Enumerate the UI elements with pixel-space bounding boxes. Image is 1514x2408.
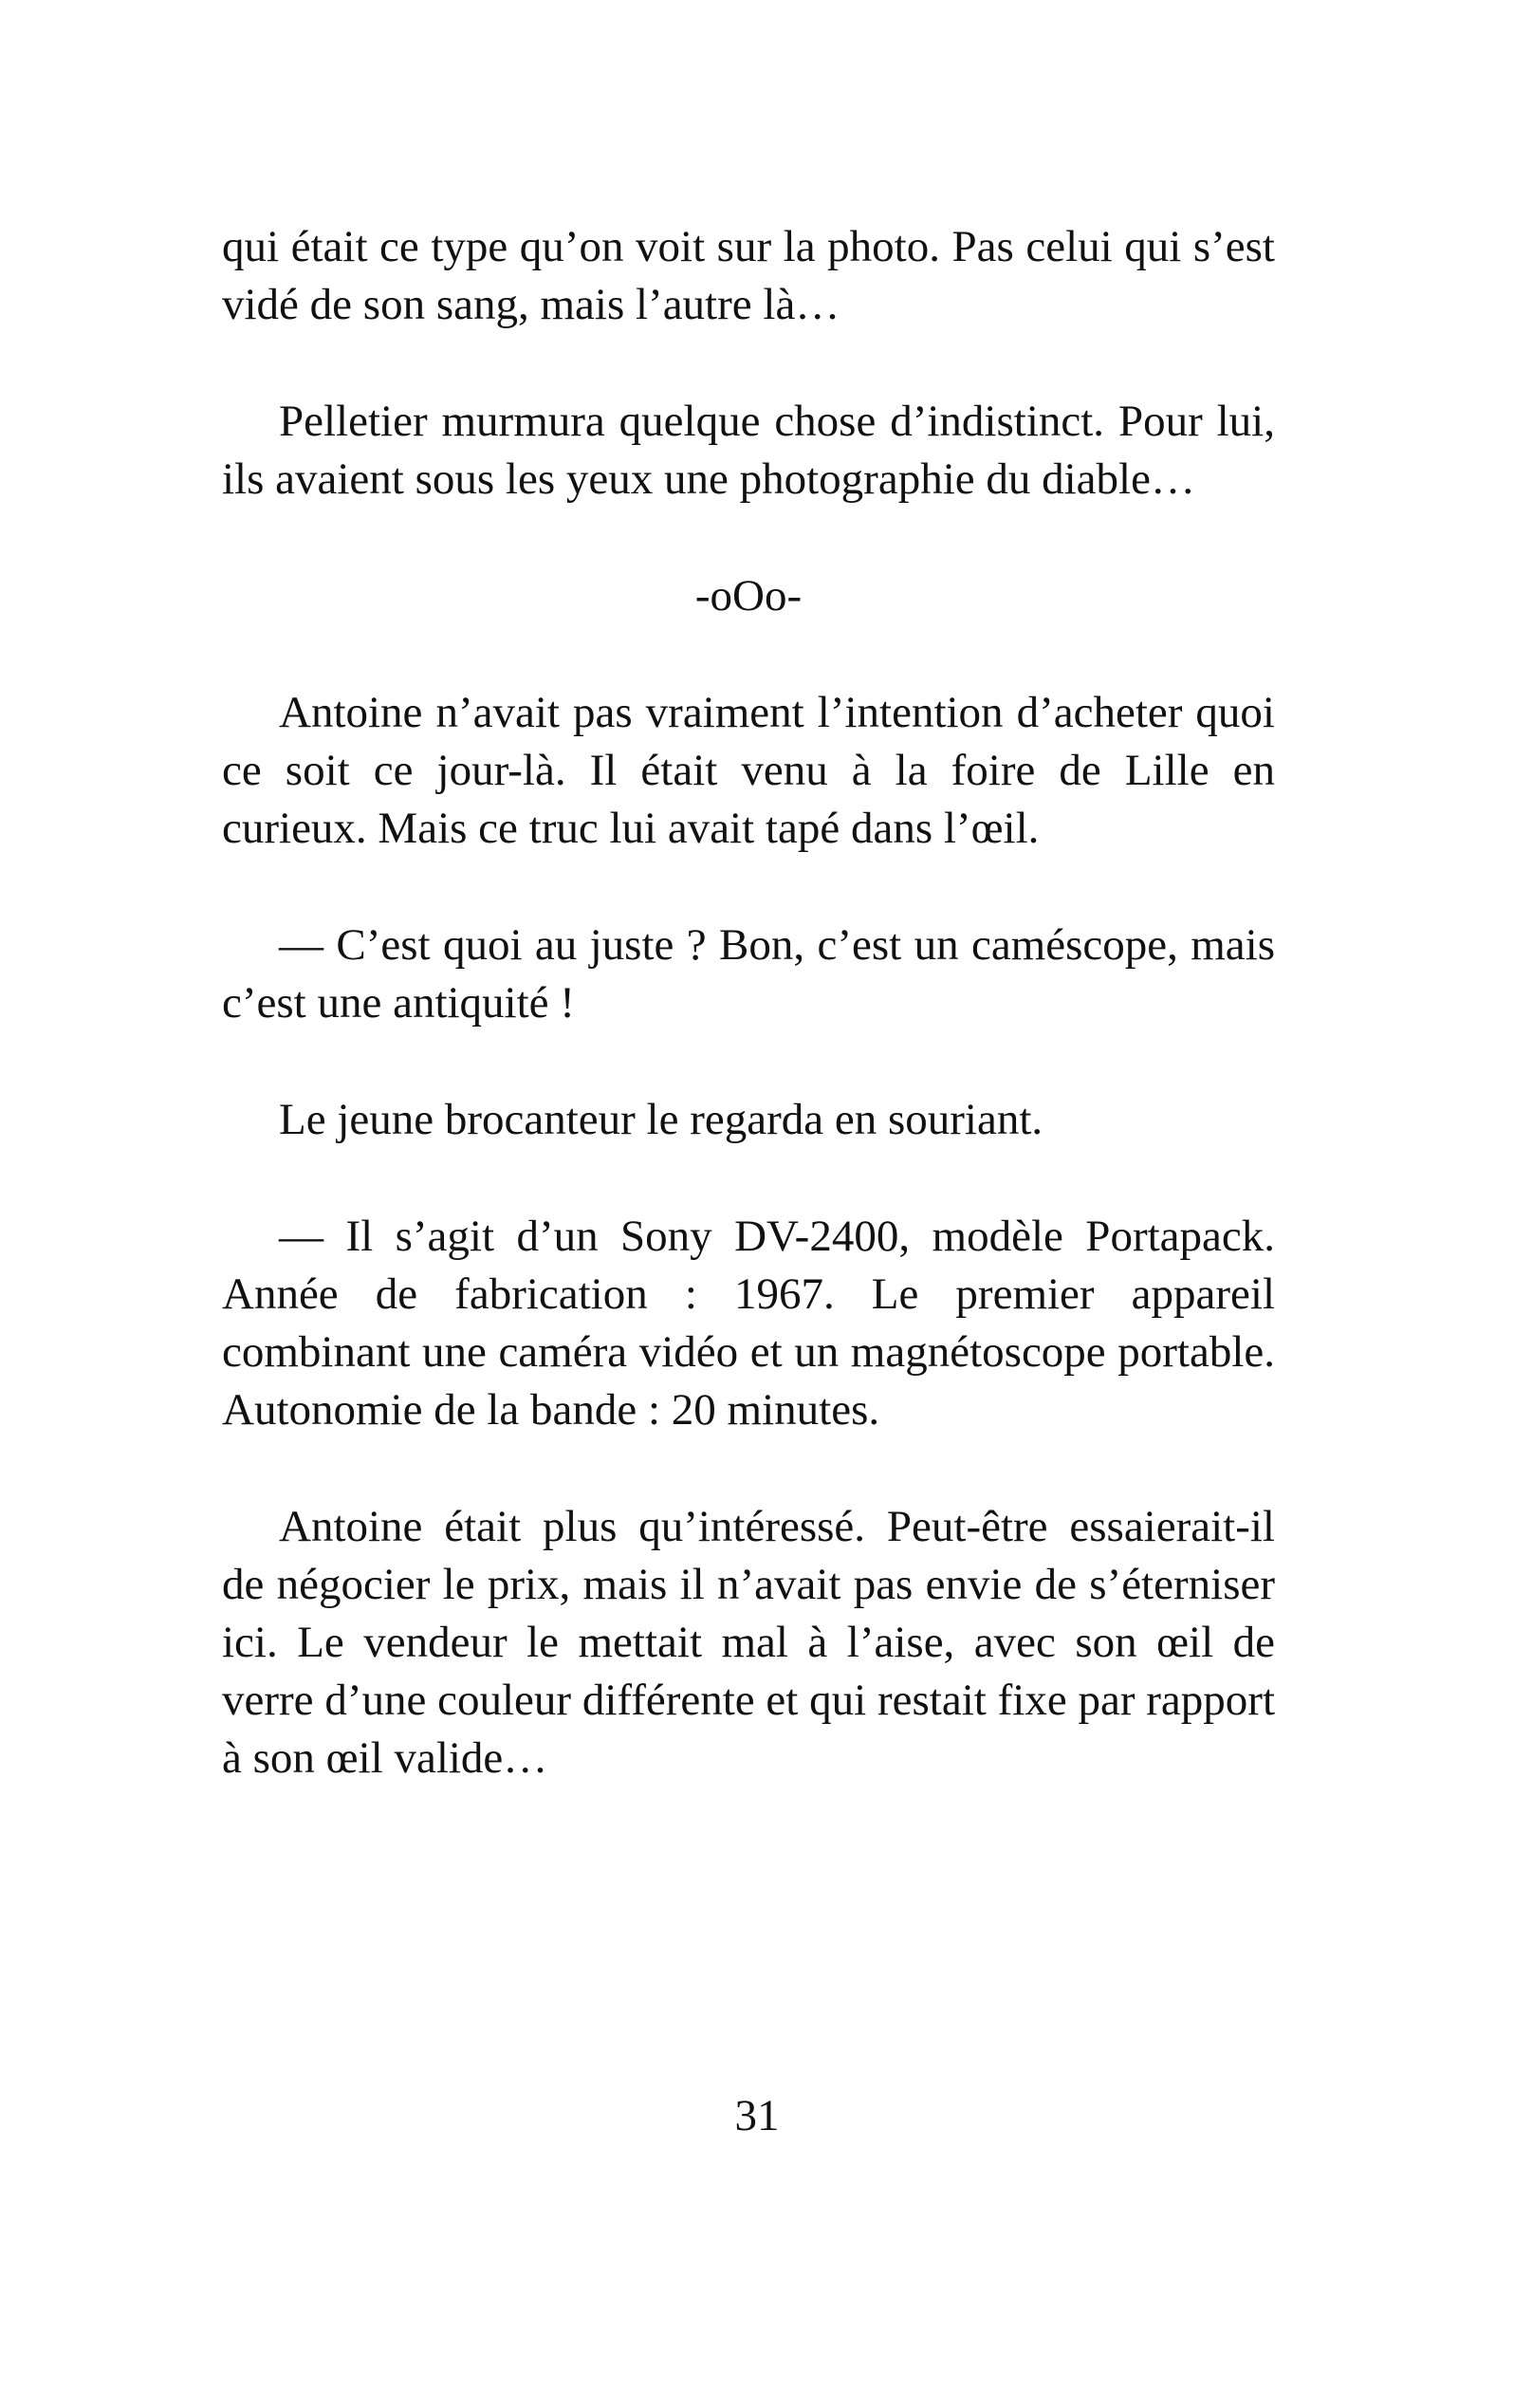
paragraph-antoine-foire: Antoine n’avait pas vraiment l’intention d’acheter quoi ce soit ce jour-là. Il était venu à la foire de Lille en curieux. Mais ce truc lui avait tapé dans l’œil. xyxy=(222,688,1275,853)
paragraph-vendeur: Antoine était plus qu’intéressé. Peut-être essaierait-il de négocier le prix, mais il n’avait pas envie de s’éterniser ici. Le vendeur le mettait mal à l’aise, avec son œil de verre d’une couleur différente et qui restait fixe par rapport à son œil valide… xyxy=(222,1502,1275,1783)
dialogue-sony: — Il s’agit d’un Sony DV-2400, modèle Portapack. Année de fabrication : 1967. Le premier appareil combinant une caméra vidéo et un magnétoscope portable. Autonomie de la bande : 20 minutes. xyxy=(222,1212,1275,1435)
paragraph-continuation: qui était ce type qu’on voit sur la photo. Pas celui qui s’est vidé de son sang, mais l’autre là… xyxy=(222,222,1275,329)
paragraph-brocanteur: Le jeune brocanteur le regarda en souriant. xyxy=(279,1095,1043,1144)
paragraph-pelletier: Pelletier murmura quelque chose d’indistinct. Pour lui, ils avaient sous les yeux une photographie du diable… xyxy=(222,397,1275,504)
body-text xyxy=(222,218,1275,1846)
section-separator: -oOo- xyxy=(694,571,803,621)
page-number: 31 xyxy=(734,2091,780,2140)
dialogue-antiquite: — C’est quoi au juste ? Bon, c’est un caméscope, mais c’est une antiquité ! xyxy=(222,920,1275,1028)
